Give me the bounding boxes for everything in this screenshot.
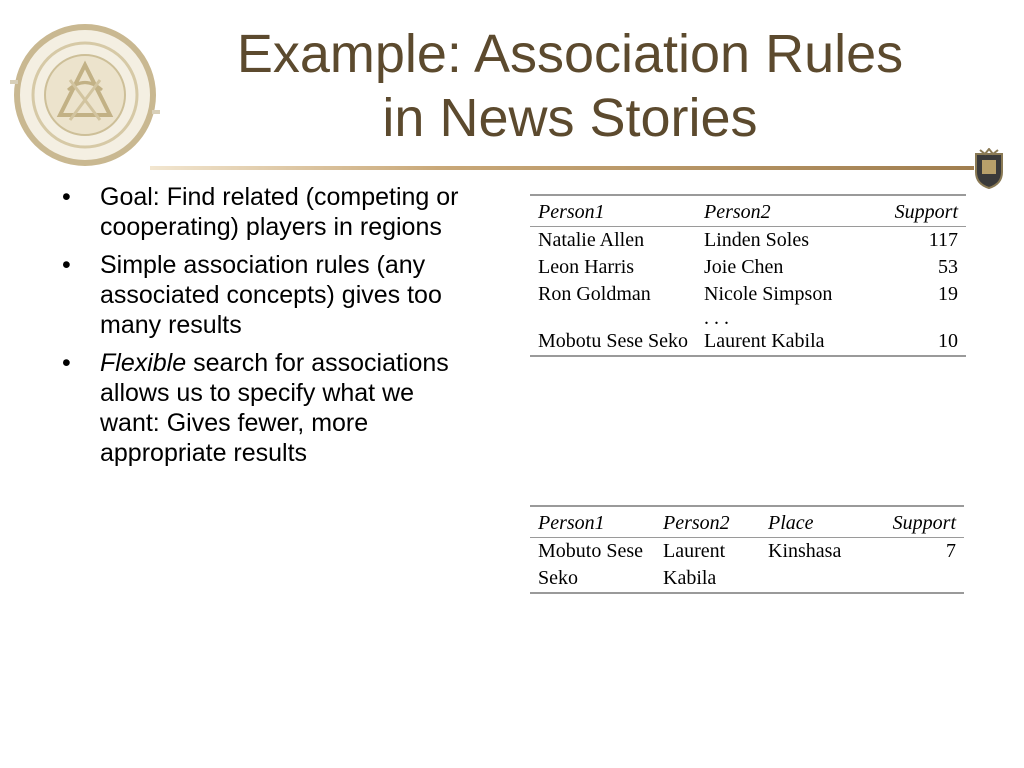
column-header: Person1: [530, 506, 655, 538]
table-row: [530, 227, 966, 255]
association-table-pairs: [530, 194, 966, 357]
table-row: [530, 328, 966, 356]
bullet-emphasis: Flexible: [100, 349, 187, 377]
bullet-list: [60, 182, 480, 476]
table-cell: Laurent Kabila: [696, 328, 870, 356]
bullet-marker: •: [62, 349, 71, 377]
bullet-text: Goal: Find related (competing or cooperating) players in regions: [100, 183, 459, 241]
university-seal-icon: [10, 20, 160, 170]
table-cell: 19: [938, 283, 958, 305]
table-cell: Leon Harris: [538, 256, 635, 278]
bullet-text: Simple association rules (any associated concepts) gives too many results: [100, 251, 442, 339]
table-cell: Laurent Kabila: [655, 538, 760, 594]
table-cell: 10: [870, 328, 966, 356]
bullet-item: [60, 250, 480, 340]
bullet-item: [60, 348, 480, 468]
table-cell: Ron Goldman: [538, 283, 651, 305]
table-header-row: [530, 195, 966, 227]
table-row: [530, 254, 966, 281]
column-header: Person1: [530, 195, 696, 227]
ellipsis: . . .: [704, 307, 729, 329]
table-ellipsis-row: [530, 308, 966, 328]
table-cell: Nicole Simpson: [704, 283, 833, 305]
bullet-marker: •: [62, 251, 71, 279]
title-line-2: in News Stories: [382, 88, 758, 148]
association-table-with-place: [530, 505, 964, 594]
mini-logo-icon: [972, 148, 1006, 190]
bullet-text: search for associations allows us to specify what we want: Gives fewer, more appropriate results: [100, 349, 449, 467]
column-header: Person2: [696, 195, 870, 227]
table-cell: Mobuto Sese Seko: [530, 538, 655, 594]
table-cell: Natalie Allen: [538, 229, 645, 251]
column-header: Place: [760, 506, 864, 538]
table-header-row: [530, 506, 964, 538]
title-line-1: Example: Association Rules: [236, 24, 904, 84]
column-header: Support: [864, 506, 964, 538]
table-cell: 117: [928, 229, 958, 251]
table-cell: 7: [864, 538, 964, 594]
table-cell: Kinshasa: [760, 538, 864, 594]
slide-title: [165, 22, 975, 150]
table-cell: 53: [938, 256, 958, 278]
column-header: Person2: [655, 506, 760, 538]
bullet-marker: •: [62, 183, 71, 211]
table-row: [530, 281, 966, 308]
bullet-item: [60, 182, 480, 242]
table-cell: Mobotu Sese Seko: [530, 328, 696, 356]
table-cell: Joie Chen: [704, 256, 784, 278]
table-cell: Linden Soles: [704, 229, 809, 251]
column-header: Support: [870, 195, 966, 227]
table-row: [530, 538, 964, 594]
title-divider: [150, 166, 974, 170]
